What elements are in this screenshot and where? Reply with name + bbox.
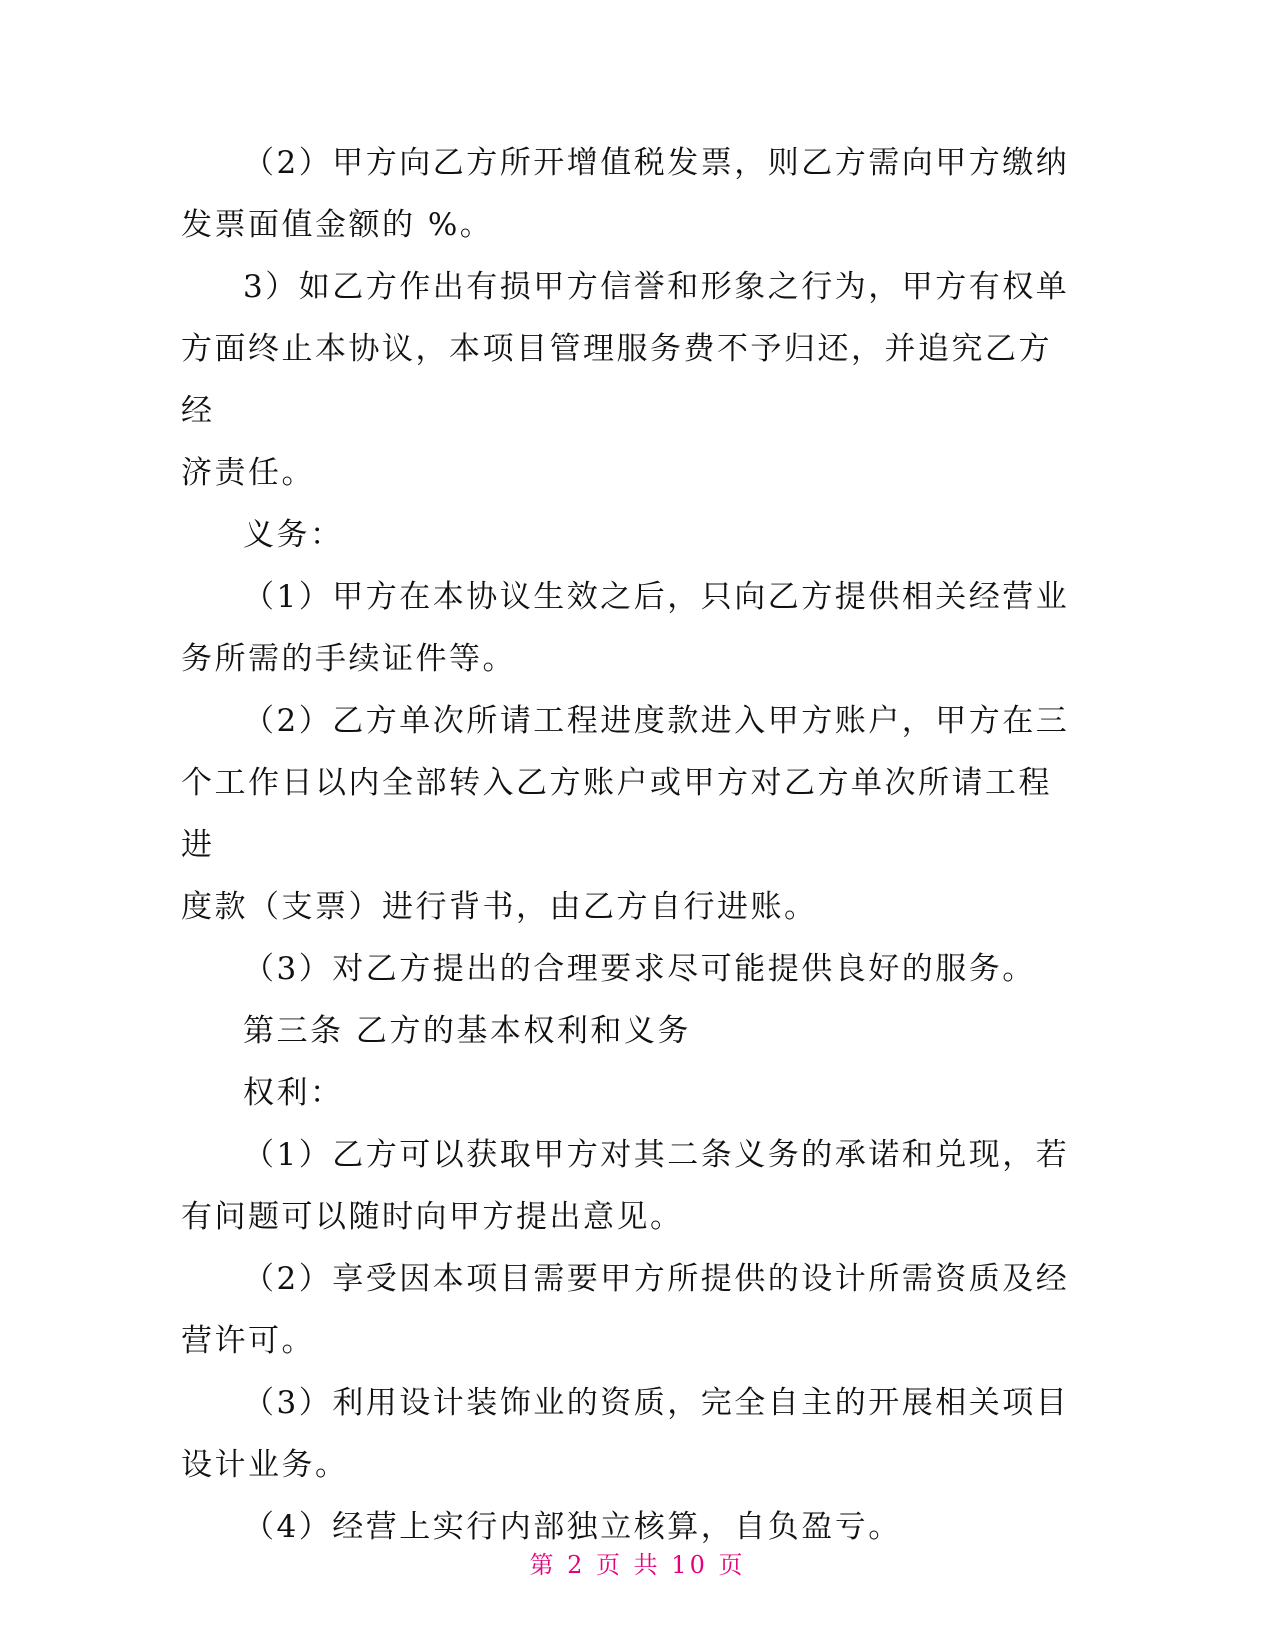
text-line: 方面终止本协议，本项目管理服务费不予归还，并追究乙方经 [181,331,1052,429]
document-body [181,132,1081,1558]
paragraph-obligation-2 [181,690,1081,938]
text-line: （3）对乙方提出的合理要求尽可能提供良好的服务。 [243,951,1036,987]
text-line: （2）甲方向乙方所开增值税发票，则乙方需向甲方缴纳 [243,145,1070,181]
paragraph-termination [181,256,1081,504]
text-line: （3）利用设计装饰业的资质，完全自主的开展相关项目 [243,1385,1070,1421]
text-line: 义务： [243,517,344,553]
page-number-footer: 第 2 页 共 10 页 [529,1551,746,1579]
paragraph-right-2 [181,1248,1081,1372]
paragraph-right-1 [181,1124,1081,1248]
paragraph-obligation-3 [181,938,1081,1000]
text-line: （4）经营上实行内部独立核算，自负盈亏。 [243,1509,902,1545]
article-three-title [181,1000,1081,1062]
text-line: 有问题可以随时向甲方提出意见。 [181,1199,684,1235]
text-line: 营许可。 [181,1323,315,1359]
paragraph-obligation-1 [181,566,1081,690]
paragraph-invoice-fee [181,132,1081,256]
text-line: 个工作日以内全部转入乙方账户或甲方对乙方单次所请工程进 [181,765,1052,863]
heading-rights [181,1062,1081,1124]
text-line: 发票面值金额的 %。 [181,207,494,243]
heading-obligations [181,504,1081,566]
text-line: 设计业务。 [181,1447,349,1483]
text-line: （1）乙方可以获取甲方对其二条义务的承诺和兑现，若 [243,1137,1070,1173]
text-line: 3）如乙方作出有损甲方信誉和形象之行为，甲方有权单 [243,269,1070,305]
text-line: 度款（支票）进行背书，由乙方自行进账。 [181,889,818,925]
text-line: 权利： [243,1075,344,1111]
text-line: （1）甲方在本协议生效之后，只向乙方提供相关经营业 [243,579,1070,615]
paragraph-right-3 [181,1372,1081,1496]
text-line: （2）乙方单次所请工程进度款进入甲方账户，甲方在三 [243,703,1070,739]
text-line: 济责任。 [181,455,315,491]
text-line: （2）享受因本项目需要甲方所提供的设计所需资质及经 [243,1261,1070,1297]
text-line: 务所需的手续证件等。 [181,641,516,677]
text-line: 第三条 乙方的基本权利和义务 [243,1013,691,1049]
